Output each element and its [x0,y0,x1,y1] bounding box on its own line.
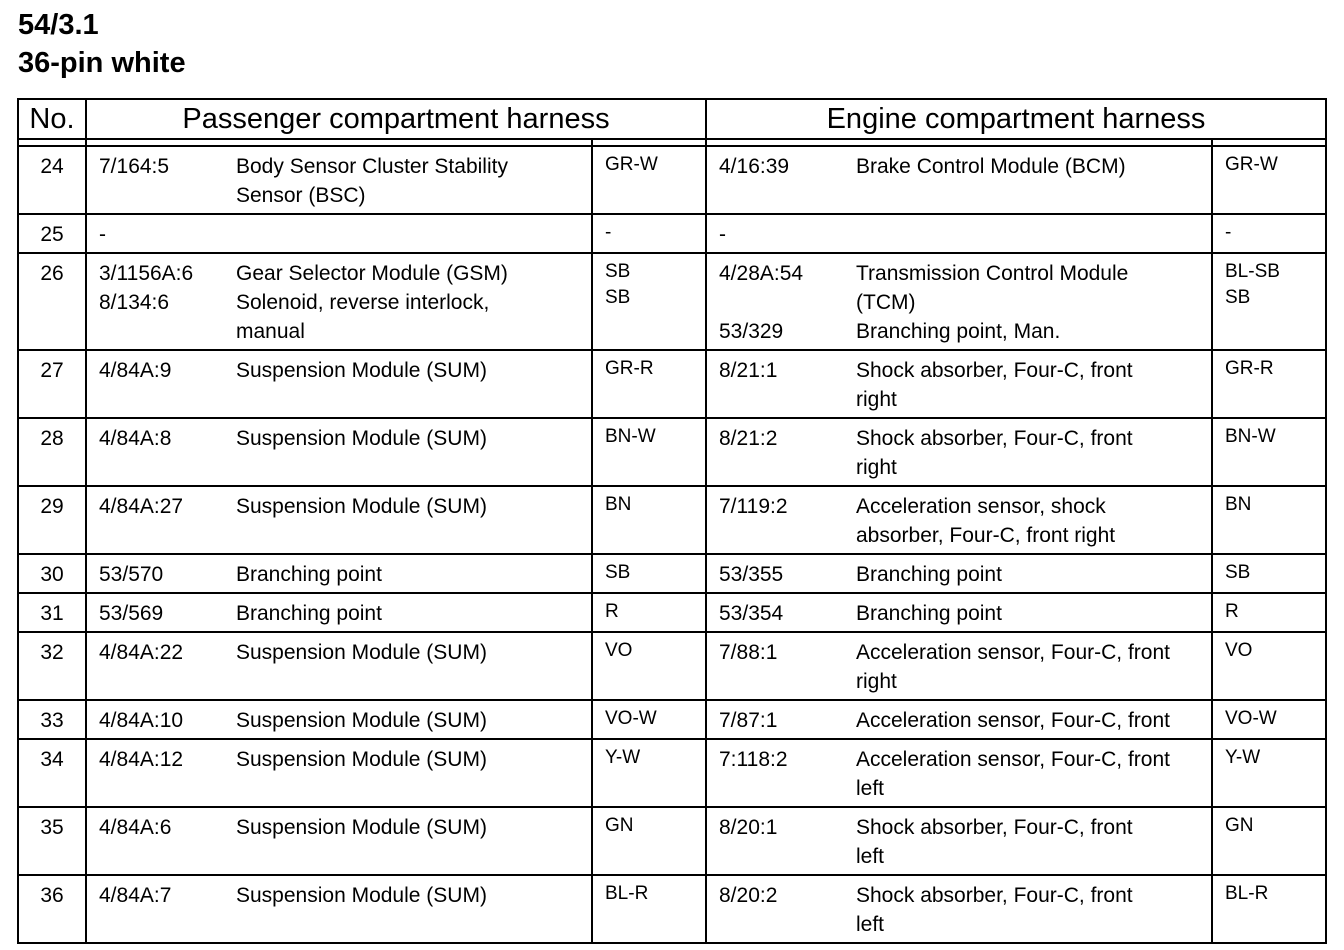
engine-wire-color [1212,214,1326,253]
engine-ref-code: 8/20:1 [719,816,778,839]
passenger-component: Suspension Module (SUM) [236,427,487,450]
wire-color-code: VO [605,640,633,661]
pin-number: 29 [18,486,86,554]
passenger-cell [86,214,592,253]
passenger-cell [86,700,592,739]
passenger-component: Sensor (BSC) [236,184,366,207]
passenger-component: Gear Selector Module (GSM) [236,262,508,285]
wire-color-code: GR-W [605,154,658,175]
pin-number: 30 [18,554,86,593]
engine-ref-code: 7:118:2 [719,748,788,771]
engine-component: (TCM) [856,291,916,314]
passenger-cell [86,253,592,350]
passenger-wire-color [592,486,706,554]
wire-color-code: GR-R [1225,358,1274,379]
engine-component: Branching point [856,602,1002,625]
passenger-wire-color [592,554,706,593]
engine-component: Shock absorber, Four-C, front [856,359,1133,382]
table-row [18,807,1326,875]
wire-color-code: BN-W [605,426,656,447]
engine-component: Brake Control Module (BCM) [856,155,1126,178]
wire-color-code: - [605,222,612,243]
engine-component: left [856,777,885,800]
passenger-ref-code: 4/84A:12 [99,748,184,771]
wire-color-code: - [1225,222,1232,243]
engine-ref-code: 4/16:39 [719,155,790,178]
table-row [18,253,1326,350]
passenger-cell [86,632,592,700]
passenger-wire-color [592,418,706,486]
wire-color-code: Y-W [605,747,641,768]
pin-number: 24 [18,146,86,214]
passenger-cell [86,807,592,875]
engine-wire-color [1212,632,1326,700]
wire-color-code: Y-W [1225,747,1261,768]
passenger-ref-code: 4/84A:10 [99,709,184,732]
engine-ref-code: 7/119:2 [719,495,788,518]
pin-table-body [18,139,1326,943]
header-row [18,99,1326,139]
engine-wire-color [1212,739,1326,807]
engine-component: Acceleration sensor, shock [856,495,1106,518]
table-row [18,739,1326,807]
engine-component: Acceleration sensor, Four-C, front [856,748,1170,771]
wire-color-code: SB [1225,562,1251,583]
passenger-component [236,220,585,249]
header-no: No. [18,99,86,139]
passenger-cell [86,593,592,632]
engine-cell [706,875,1212,943]
passenger-wire-color [592,146,706,214]
engine-cell [706,807,1212,875]
connector-description: 36-pin white [18,47,186,79]
passenger-component: Suspension Module (SUM) [236,641,487,664]
passenger-wire-color [592,632,706,700]
passenger-wire-color [592,875,706,943]
wire-color-code: BL-R [1225,883,1269,904]
pin-number: 36 [18,875,86,943]
passenger-wire-color [592,700,706,739]
header-gap [18,139,1326,146]
engine-cell [706,554,1212,593]
table-row [18,486,1326,554]
passenger-ref-code: 3/1156A:6 [99,262,194,285]
engine-ref-code [719,288,856,317]
table-row [18,350,1326,418]
engine-component: Shock absorber, Four-C, front [856,427,1133,450]
engine-component: Shock absorber, Four-C, front [856,884,1133,907]
passenger-ref-code: 4/84A:7 [99,884,172,907]
passenger-component: Solenoid, reverse interlock, [236,291,490,314]
passenger-ref-code: 8/134:6 [99,291,170,314]
engine-component: right [856,388,897,411]
passenger-cell [86,739,592,807]
engine-cell [706,593,1212,632]
engine-component [856,220,1205,249]
table-row [18,700,1326,739]
engine-component: Branching point, Man. [856,320,1061,343]
passenger-ref-code: 4/84A:6 [99,816,172,839]
engine-cell [706,632,1212,700]
passenger-wire-color [592,593,706,632]
pin-number: 26 [18,253,86,350]
wire-color-code: GR-W [1225,154,1278,175]
wire-color-code: BN [605,494,632,515]
wire-color-code: R [1225,601,1239,622]
engine-component: left [856,845,885,868]
wire-color-code: VO-W [1225,708,1277,729]
engine-wire-color [1212,875,1326,943]
passenger-wire-color [592,253,706,350]
engine-wire-color [1212,807,1326,875]
passenger-ref-code: 4/84A:8 [99,427,172,450]
engine-wire-color [1212,146,1326,214]
engine-cell [706,700,1212,739]
pin-number: 28 [18,418,86,486]
passenger-ref-code: 4/84A:27 [99,495,184,518]
table-row [18,418,1326,486]
engine-cell [706,486,1212,554]
engine-wire-color [1212,700,1326,739]
passenger-component: Suspension Module (SUM) [236,748,487,771]
passenger-component: Suspension Module (SUM) [236,884,487,907]
engine-component: right [856,456,897,479]
passenger-cell [86,146,592,214]
passenger-component: Suspension Module (SUM) [236,495,487,518]
passenger-ref-code: 4/84A:9 [99,359,172,382]
connector-heading [18,6,186,82]
table-row [18,214,1326,253]
wire-color-code: R [605,601,619,622]
engine-ref-code: 53/354 [719,602,784,625]
pin-number: 31 [18,593,86,632]
passenger-component: Suspension Module (SUM) [236,709,487,732]
engine-ref-code: 8/21:1 [719,359,778,382]
engine-cell [706,418,1212,486]
wire-color-code: SB [605,261,631,282]
wire-color-code: SB [605,562,631,583]
passenger-wire-color [592,807,706,875]
passenger-component: Body Sensor Cluster Stability [236,155,508,178]
engine-ref-code: 53/355 [719,563,784,586]
engine-ref-code: 8/20:2 [719,884,778,907]
wire-color-code: VO-W [605,708,657,729]
pin-number: 25 [18,214,86,253]
engine-ref-code: - [719,223,726,246]
passenger-component: Suspension Module (SUM) [236,359,487,382]
engine-cell [706,350,1212,418]
passenger-wire-color [592,350,706,418]
engine-component: Shock absorber, Four-C, front [856,816,1133,839]
wire-color-code: BL-SB [1225,261,1280,282]
wire-color-code: GN [605,815,634,836]
header-passenger: Passenger compartment harness [86,99,706,139]
engine-cell [706,739,1212,807]
engine-component: Acceleration sensor, Four-C, front [856,641,1170,664]
engine-cell [706,253,1212,350]
engine-ref-code: 53/329 [719,320,784,343]
wire-color-code: SB [605,287,631,308]
passenger-wire-color [592,214,706,253]
pin-table [17,98,1327,944]
passenger-cell [86,875,592,943]
engine-wire-color [1212,350,1326,418]
engine-component: Transmission Control Module [856,262,1129,285]
passenger-ref-code: 7/164:5 [99,155,170,178]
engine-component: Branching point [856,563,1002,586]
passenger-cell [86,350,592,418]
passenger-cell [86,418,592,486]
engine-ref-code: 8/21:2 [719,427,778,450]
engine-component: absorber, Four-C, front right [856,524,1116,547]
passenger-component: Suspension Module (SUM) [236,816,487,839]
connector-id: 54/3.1 [18,9,99,41]
engine-ref-code: 7/87:1 [719,709,778,732]
engine-wire-color [1212,593,1326,632]
engine-wire-color [1212,554,1326,593]
pin-number: 34 [18,739,86,807]
table-row [18,632,1326,700]
engine-component: left [856,913,885,936]
passenger-cell [86,486,592,554]
wire-color-code: SB [1225,287,1251,308]
passenger-ref-code: 53/569 [99,602,164,625]
engine-wire-color [1212,253,1326,350]
passenger-component: Branching point [236,563,382,586]
engine-wire-color [1212,418,1326,486]
passenger-component: Branching point [236,602,382,625]
table-row [18,554,1326,593]
engine-ref-code: 7/88:1 [719,641,778,664]
table-row [18,875,1326,943]
table-row [18,146,1326,214]
engine-wire-color [1212,486,1326,554]
passenger-component: manual [236,320,305,343]
engine-ref-code: 4/28A:54 [719,262,804,285]
passenger-cell [86,554,592,593]
passenger-wire-color [592,739,706,807]
wire-color-code: VO [1225,640,1253,661]
engine-cell [706,214,1212,253]
header-engine: Engine compartment harness [706,99,1326,139]
table-row [18,593,1326,632]
engine-component: right [856,670,897,693]
passenger-ref-code: 4/84A:22 [99,641,184,664]
engine-component: Acceleration sensor, Four-C, front [856,709,1170,732]
pin-number: 33 [18,700,86,739]
passenger-ref-code: 53/570 [99,563,164,586]
engine-cell [706,146,1212,214]
pin-number: 27 [18,350,86,418]
wire-color-code: BN-W [1225,426,1276,447]
pin-number: 32 [18,632,86,700]
wire-color-code: BL-R [605,883,649,904]
wire-color-code: GR-R [605,358,654,379]
wire-color-code: BN [1225,494,1252,515]
wire-color-code: GN [1225,815,1254,836]
pin-number: 35 [18,807,86,875]
passenger-ref-code: - [99,223,106,246]
